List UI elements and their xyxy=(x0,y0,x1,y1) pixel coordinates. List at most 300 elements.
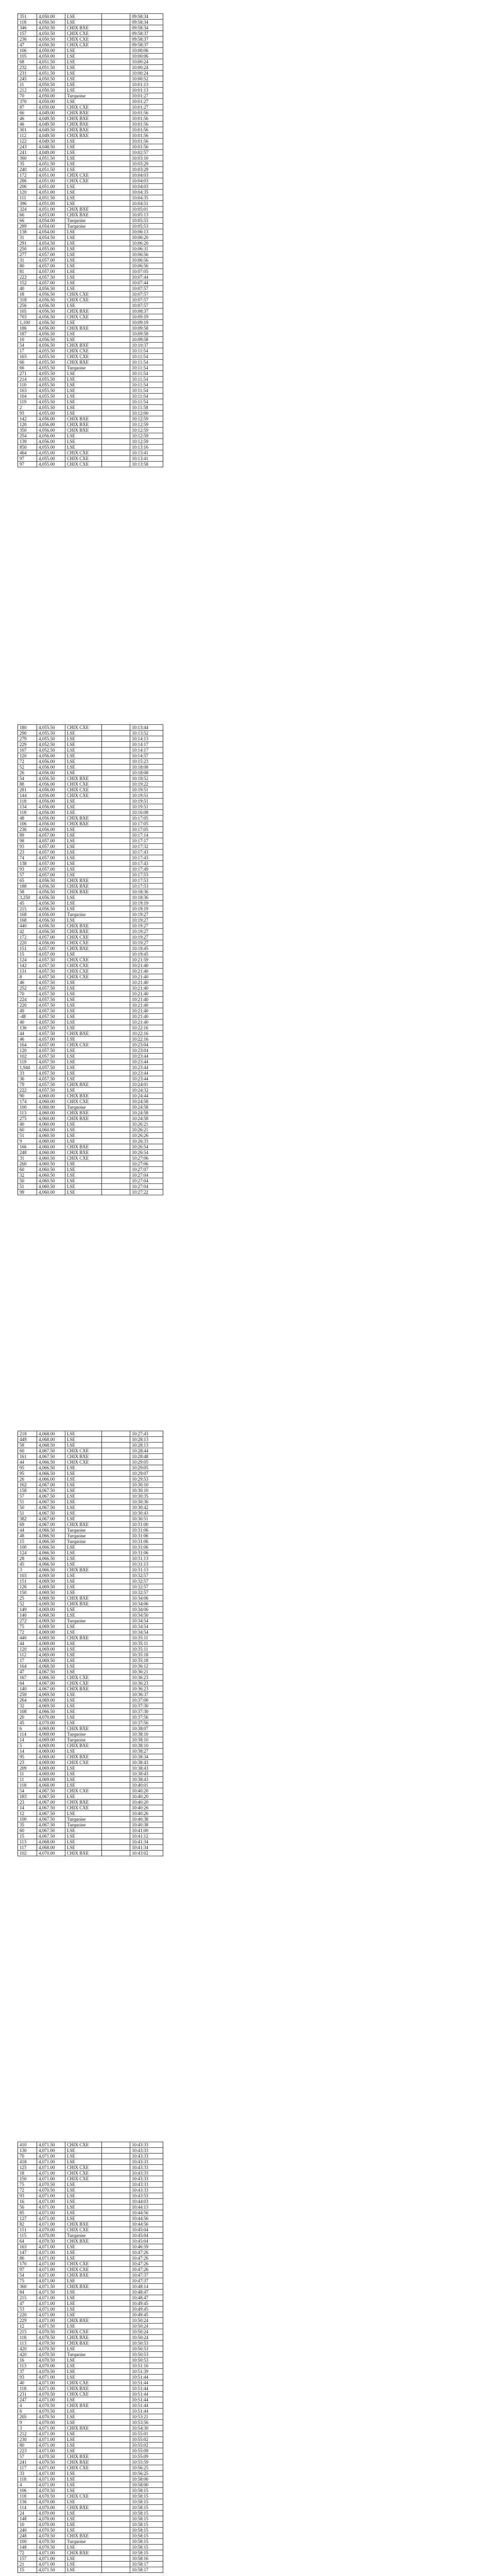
blank-cell xyxy=(102,1777,130,1783)
time-cell: 10:00:24 xyxy=(130,59,163,65)
time-cell: 10:19:51 xyxy=(130,787,163,793)
blank-cell xyxy=(102,354,130,360)
venue-cell: LSE xyxy=(65,753,102,759)
venue-cell: LSE xyxy=(65,997,102,1003)
venue-cell: LSE xyxy=(65,2397,102,2403)
quantity-cell: 93 xyxy=(18,867,37,872)
time-cell: 10:41:34 xyxy=(130,1845,163,1851)
blank-cell xyxy=(102,1516,130,1522)
table-row xyxy=(18,150,163,156)
blank-cell xyxy=(102,1133,130,1139)
table-row xyxy=(18,1777,163,1783)
venue-cell: CHIX CXE xyxy=(65,969,102,974)
price-cell: 4,057.50 xyxy=(37,1076,65,1082)
blank-cell xyxy=(102,1122,130,1127)
venue-cell: LSE xyxy=(65,1613,102,1618)
time-cell: 10:27:06 xyxy=(130,1161,163,1167)
venue-cell: Turquoise xyxy=(65,218,102,224)
time-cell: 10:58:15 xyxy=(130,2516,163,2522)
venue-cell: LSE xyxy=(65,2499,102,2505)
table-row xyxy=(18,2256,163,2261)
price-cell: 4,068.50 xyxy=(37,1664,65,1669)
price-cell: 4,056.50 xyxy=(37,337,65,343)
price-cell: 4,050.00 xyxy=(37,14,65,20)
venue-cell: LSE xyxy=(65,2307,102,2312)
time-cell: 10:27:04 xyxy=(130,1173,163,1178)
price-cell: 4,071.00 xyxy=(37,2250,65,2256)
quantity-cell: 151 xyxy=(18,1579,37,1584)
time-cell: 10:36:37 xyxy=(130,1692,163,1698)
blank-cell xyxy=(102,303,130,309)
time-cell: 10:27:22 xyxy=(130,1190,163,1195)
venue-cell: LSE xyxy=(65,1669,102,1675)
blank-cell xyxy=(102,337,130,343)
time-cell: 10:03:29 xyxy=(130,167,163,173)
quantity-cell: 23 xyxy=(18,1800,37,1805)
quantity-cell: 15 xyxy=(18,952,37,957)
price-cell: 4,048.50 xyxy=(37,144,65,150)
quantity-cell: 25 xyxy=(18,1596,37,1601)
quantity-cell: 174 xyxy=(18,1099,37,1105)
quantity-cell: 275 xyxy=(18,1116,37,1122)
time-cell: 10:38:43 xyxy=(130,1760,163,1766)
blank-cell xyxy=(102,1008,130,1014)
quantity-cell: 14 xyxy=(18,1749,37,1754)
blank-cell xyxy=(102,2477,130,2482)
time-cell: 10:04:35 xyxy=(130,190,163,195)
price-cell: 4,051.00 xyxy=(37,184,65,190)
table-row xyxy=(18,1008,163,1014)
venue-cell: CHIX BXE xyxy=(65,1596,102,1601)
blank-cell xyxy=(102,2528,130,2533)
price-cell: 4,071.00 xyxy=(37,2278,65,2284)
time-cell: 10:58:15 xyxy=(130,2533,163,2539)
table-row xyxy=(18,2205,163,2210)
blank-cell xyxy=(102,838,130,844)
time-cell: 10:58:15 xyxy=(130,2505,163,2511)
quantity-cell: 120 xyxy=(18,1647,37,1652)
blank-cell xyxy=(102,2448,130,2454)
time-cell: 10:23:44 xyxy=(130,1059,163,1065)
table-row xyxy=(18,2420,163,2426)
quantity-cell: 134 xyxy=(18,804,37,810)
price-cell: 4,057.00 xyxy=(37,269,65,275)
venue-cell: LSE xyxy=(65,167,102,173)
price-cell: 4,071.00 xyxy=(37,2273,65,2278)
blank-cell xyxy=(102,1584,130,1590)
price-cell: 4,071.50 xyxy=(37,2284,65,2290)
blank-cell xyxy=(102,2318,130,2324)
table-row xyxy=(18,1048,163,1054)
time-cell: 10:12:59 xyxy=(130,428,163,433)
blank-cell xyxy=(102,2199,130,2205)
venue-cell: CHIX BXE xyxy=(65,2318,102,2324)
time-cell: 10:18:08 xyxy=(130,770,163,776)
quantity-cell: 324 xyxy=(18,207,37,212)
venue-cell: LSE xyxy=(65,1494,102,1499)
venue-cell: LSE xyxy=(65,71,102,76)
price-cell: 4,067.00 xyxy=(37,1522,65,1528)
blank-cell xyxy=(102,25,130,31)
price-cell: 4,057.00 xyxy=(37,252,65,258)
time-cell: 10:32:57 xyxy=(130,1584,163,1590)
quantity-cell: 51 xyxy=(18,1499,37,1505)
table-row xyxy=(18,2250,163,2256)
table-row xyxy=(18,827,163,833)
table-row xyxy=(18,2318,163,2324)
blank-cell xyxy=(102,2437,130,2443)
venue-cell: CHIX CXE xyxy=(65,462,102,467)
table-row xyxy=(18,2375,163,2380)
price-cell: 4,066.50 xyxy=(37,1471,65,1477)
blank-cell xyxy=(102,787,130,793)
quantity-cell: 180 xyxy=(18,725,37,731)
blank-cell xyxy=(102,1811,130,1817)
venue-cell: LSE xyxy=(65,1014,102,1020)
time-cell: 10:55:01 xyxy=(130,2431,163,2437)
venue-cell: CHIX CXE xyxy=(65,314,102,320)
venue-cell: LSE xyxy=(65,1777,102,1783)
quantity-cell: 58 xyxy=(18,889,37,895)
time-cell: 10:50:53 xyxy=(130,2358,163,2363)
blank-cell xyxy=(102,2290,130,2295)
quantity-cell: 88 xyxy=(18,782,37,787)
venue-cell: CHIX BXE xyxy=(65,878,102,884)
time-cell: 10:32:57 xyxy=(130,1579,163,1584)
time-cell: 10:38:10 xyxy=(130,1737,163,1743)
venue-cell: LSE xyxy=(65,1076,102,1082)
table-row xyxy=(18,20,163,25)
time-cell: 09:58:37 xyxy=(130,31,163,37)
quantity-cell: 32 xyxy=(18,1173,37,1178)
quantity-cell: 69 xyxy=(18,1522,37,1528)
table-row xyxy=(18,787,163,793)
blank-cell xyxy=(102,1488,130,1494)
time-cell: 10:37:56 xyxy=(130,1715,163,1720)
price-cell: 4,071.00 xyxy=(37,2176,65,2182)
table-row xyxy=(18,1647,163,1652)
time-cell: 10:58:15 xyxy=(130,2522,163,2528)
price-cell: 4,071.00 xyxy=(37,2222,65,2227)
blank-cell xyxy=(102,275,130,280)
blank-cell xyxy=(102,280,130,286)
table-row xyxy=(18,2295,163,2301)
table-row xyxy=(18,1431,163,1437)
quantity-cell: 124 xyxy=(18,1550,37,1556)
time-cell: 10:56:25 xyxy=(130,2465,163,2471)
blank-cell xyxy=(102,1003,130,1008)
price-cell: 4,056.00 xyxy=(37,816,65,821)
blank-cell xyxy=(102,1630,130,1635)
time-cell: 10:21:40 xyxy=(130,1008,163,1014)
quantity-cell: 4 xyxy=(18,2482,37,2488)
time-cell: 10:17:17 xyxy=(130,838,163,844)
blank-cell xyxy=(102,2239,130,2244)
blank-cell xyxy=(102,1641,130,1647)
blank-cell xyxy=(102,439,130,445)
quantity-cell: 8 xyxy=(18,974,37,980)
quantity-cell: 97 xyxy=(18,2267,37,2273)
table-row xyxy=(18,1720,163,1726)
time-cell: 09:58:34 xyxy=(130,14,163,20)
price-cell: 4,060.50 xyxy=(37,1184,65,1190)
venue-cell: LSE xyxy=(65,2409,102,2414)
time-cell: 10:34:06 xyxy=(130,1601,163,1607)
blank-cell xyxy=(102,161,130,167)
price-cell: 4,053.00 xyxy=(37,212,65,218)
quantity-cell: 35 xyxy=(18,161,37,167)
quantity-cell: 48 xyxy=(18,816,37,821)
blank-cell xyxy=(102,2539,130,2545)
blank-cell xyxy=(102,736,130,742)
time-cell: 10:17:49 xyxy=(130,867,163,872)
table-row xyxy=(18,2278,163,2284)
quantity-cell: 236 xyxy=(18,827,37,833)
blank-cell xyxy=(102,861,130,867)
time-cell: 10:13:52 xyxy=(130,731,163,736)
price-cell: 4,070.50 xyxy=(37,2329,65,2335)
quantity-cell: 72 xyxy=(18,1630,37,1635)
venue-cell: LSE xyxy=(65,1133,102,1139)
time-cell: 10:26:21 xyxy=(130,1122,163,1127)
time-cell: 10:28:13 xyxy=(130,1437,163,1443)
table-row xyxy=(18,229,163,235)
blank-cell xyxy=(102,2375,130,2380)
table-row xyxy=(18,725,163,731)
price-cell: 4,057.50 xyxy=(37,1088,65,1093)
blank-cell xyxy=(102,918,130,923)
blank-cell xyxy=(102,991,130,997)
venue-cell: CHIX BXE xyxy=(65,116,102,122)
quantity-cell: 11 xyxy=(18,82,37,88)
table-row xyxy=(18,1042,163,1048)
venue-cell: CHIX BXE xyxy=(65,1110,102,1116)
time-cell: 10:38:34 xyxy=(130,1754,163,1760)
time-cell: 10:18:52 xyxy=(130,776,163,782)
quantity-cell: 1,944 xyxy=(18,1065,37,1071)
quantity-cell: 40 xyxy=(18,286,37,292)
table-row xyxy=(18,161,163,167)
table-row xyxy=(18,2426,163,2431)
price-cell: 4,070.00 xyxy=(37,2227,65,2233)
venue-cell: CHIX BXE xyxy=(65,1150,102,1156)
quantity-cell: 396 xyxy=(18,201,37,207)
quantity-cell: 11 xyxy=(18,1777,37,1783)
venue-cell: Turquoise xyxy=(65,365,102,371)
price-cell: 4,066.50 xyxy=(37,1533,65,1539)
table-row xyxy=(18,810,163,816)
blank-cell xyxy=(102,940,130,946)
blank-cell xyxy=(102,1749,130,1754)
venue-cell: LSE xyxy=(65,1482,102,1488)
time-cell: 10:11:54 xyxy=(130,371,163,377)
table-row xyxy=(18,2386,163,2392)
blank-cell xyxy=(102,759,130,765)
table-row xyxy=(18,1184,163,1190)
quantity-cell: 168 xyxy=(18,918,37,923)
quantity-cell: 11 xyxy=(18,1771,37,1777)
quantity-cell: 6 xyxy=(18,1726,37,1732)
quantity-cell: 97 xyxy=(18,456,37,462)
table-row xyxy=(18,946,163,952)
time-cell: 10:51:44 xyxy=(130,2409,163,2414)
price-cell: 4,069.50 xyxy=(37,1618,65,1624)
venue-cell: CHIX BXE xyxy=(65,923,102,929)
time-cell: 10:37:30 xyxy=(130,1709,163,1715)
venue-cell: LSE xyxy=(65,2437,102,2443)
blank-cell xyxy=(102,382,130,388)
time-cell: 10:12:59 xyxy=(130,416,163,422)
blank-cell xyxy=(102,1732,130,1737)
price-cell: 4,057.00 xyxy=(37,855,65,861)
table-row xyxy=(18,2511,163,2516)
quantity-cell: 114 xyxy=(18,2505,37,2511)
blank-cell xyxy=(102,855,130,861)
time-cell: 10:34:50 xyxy=(130,1613,163,1618)
venue-cell: LSE xyxy=(65,286,102,292)
price-cell: 4,056.50 xyxy=(37,889,65,895)
price-cell: 4,070.50 xyxy=(37,2239,65,2244)
blank-cell xyxy=(102,2210,130,2216)
time-cell: 10:49:45 xyxy=(130,2307,163,2312)
price-cell: 4,060.50 xyxy=(37,1156,65,1161)
quantity-cell: 51 xyxy=(18,1133,37,1139)
quantity-cell: 418 xyxy=(18,2159,37,2165)
blank-cell xyxy=(102,218,130,224)
table-row xyxy=(18,1477,163,1482)
venue-cell: LSE xyxy=(65,59,102,65)
quantity-cell: 152 xyxy=(18,280,37,286)
blank-cell xyxy=(102,394,130,399)
venue-cell: CHIX BXE xyxy=(65,212,102,218)
table-row xyxy=(18,2148,163,2154)
blank-cell xyxy=(102,2397,130,2403)
table-row xyxy=(18,2329,163,2335)
time-cell: 10:38:07 xyxy=(130,1726,163,1732)
table-row xyxy=(18,1014,163,1020)
venue-cell: LSE xyxy=(65,2358,102,2363)
venue-cell: LSE xyxy=(65,1499,102,1505)
time-cell: 10:36:21 xyxy=(130,1669,163,1675)
price-cell: 4,069.00 xyxy=(37,1607,65,1613)
table-row xyxy=(18,1652,163,1658)
blank-cell xyxy=(102,1156,130,1161)
quantity-cell: 9 xyxy=(18,1139,37,1144)
price-cell: 4,060.00 xyxy=(37,1144,65,1150)
price-cell: 4,060.00 xyxy=(37,1105,65,1110)
venue-cell: LSE xyxy=(65,2290,102,2295)
blank-cell xyxy=(102,1596,130,1601)
table-row xyxy=(18,1443,163,1448)
venue-cell: LSE xyxy=(65,1020,102,1025)
venue-cell: CHIX CXE xyxy=(65,963,102,969)
time-cell: 10:34:06 xyxy=(130,1607,163,1613)
quantity-cell: 138 xyxy=(18,861,37,867)
venue-cell: CHIX CXE xyxy=(65,2465,102,2471)
time-cell: 10:00:24 xyxy=(130,71,163,76)
blank-cell xyxy=(102,906,130,912)
blank-cell xyxy=(102,833,130,838)
table-row xyxy=(18,1167,163,1173)
table-row xyxy=(18,377,163,382)
table-row xyxy=(18,1601,163,1607)
price-cell: 4,066.50 xyxy=(37,1545,65,1550)
table-row xyxy=(18,782,163,787)
time-cell: 10:45:04 xyxy=(130,2239,163,2244)
time-cell: 10:03:29 xyxy=(130,161,163,167)
table-row xyxy=(18,439,163,445)
price-cell: 4,069.50 xyxy=(37,1601,65,1607)
venue-cell: LSE xyxy=(65,445,102,450)
time-cell: 10:40:38 xyxy=(130,1822,163,1828)
time-cell: 10:18:36 xyxy=(130,895,163,901)
venue-cell: CHIX BXE xyxy=(65,2341,102,2346)
blank-cell xyxy=(102,1088,130,1093)
price-cell: 4,070.00 xyxy=(37,2511,65,2516)
blank-cell xyxy=(102,1437,130,1443)
quantity-cell: 12 xyxy=(18,2324,37,2329)
time-cell: 10:30:36 xyxy=(130,1499,163,1505)
price-cell: 4,056.50 xyxy=(37,884,65,889)
venue-cell: CHIX CXE xyxy=(65,2165,102,2171)
venue-cell: LSE xyxy=(65,742,102,748)
venue-cell: CHIX BXE xyxy=(65,2426,102,2431)
venue-cell: CHIX BXE xyxy=(65,2505,102,2511)
quantity-cell: 148 xyxy=(18,2545,37,2550)
quantity-cell: 230 xyxy=(18,2437,37,2443)
price-cell: 4,067.50 xyxy=(37,1822,65,1828)
price-cell: 4,069.50 xyxy=(37,1596,65,1601)
price-cell: 4,071.00 xyxy=(37,2431,65,2437)
price-cell: 4,051.00 xyxy=(37,190,65,195)
venue-cell: LSE xyxy=(65,1658,102,1664)
venue-cell: LSE xyxy=(65,980,102,986)
table-row xyxy=(18,405,163,411)
price-cell: 4,068.00 xyxy=(37,1783,65,1788)
price-cell: 4,050.50 xyxy=(37,88,65,93)
quantity-cell: 47 xyxy=(18,2301,37,2307)
quantity-cell: 10 xyxy=(18,2522,37,2528)
quantity-cell: 44 xyxy=(18,1460,37,1465)
blank-cell xyxy=(102,2227,130,2233)
venue-cell: CHIX CXE xyxy=(65,1681,102,1686)
venue-cell: Turquoise xyxy=(65,1105,102,1110)
venue-cell: CHIX CXE xyxy=(65,793,102,799)
venue-cell: LSE xyxy=(65,2556,102,2562)
venue-cell: LSE xyxy=(65,1037,102,1042)
venue-cell: LSE xyxy=(65,2471,102,2477)
venue-cell: LSE xyxy=(65,2216,102,2222)
price-cell: 4,056.00 xyxy=(37,782,65,787)
venue-cell: LSE xyxy=(65,1054,102,1059)
quantity-cell: 54 xyxy=(18,343,37,348)
price-cell: 4,069.00 xyxy=(37,1754,65,1760)
table-row xyxy=(18,753,163,759)
time-cell: 10:58:17 xyxy=(130,2562,163,2567)
blank-cell xyxy=(102,2159,130,2165)
price-cell: 4,068.00 xyxy=(37,1431,65,1437)
blank-cell xyxy=(102,2284,130,2290)
table-row xyxy=(18,14,163,20)
quantity-cell: 125 xyxy=(18,2165,37,2171)
blank-cell xyxy=(102,82,130,88)
time-cell: 10:01:27 xyxy=(130,105,163,110)
blank-cell xyxy=(102,878,130,884)
price-cell: 4,070.50 xyxy=(37,2545,65,2550)
blank-cell xyxy=(102,923,130,929)
blank-cell xyxy=(102,1845,130,1851)
quantity-cell: 45 xyxy=(18,1562,37,1567)
